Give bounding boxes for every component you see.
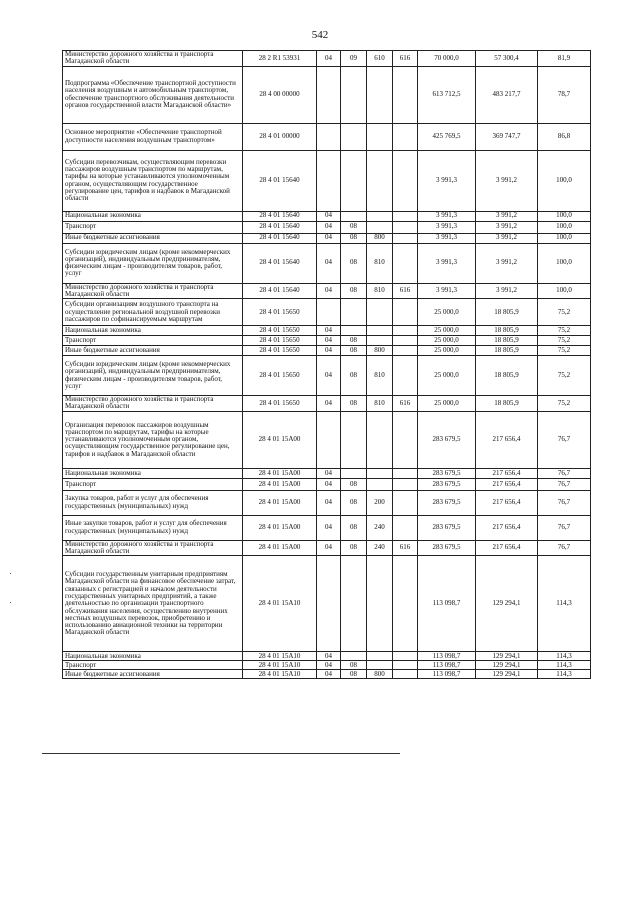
cell-name: Транспорт <box>63 661 243 670</box>
cell-pr: 09 <box>341 51 367 67</box>
cell-plan: 283 679,5 <box>418 515 476 540</box>
cell-gr <box>393 515 418 540</box>
cell-name: Субсидии юридическим лицам (кроме некоммерческих организаций), индивидуальным предпринимателям, физическим лицам - производителям товаров, работ, услуг <box>63 243 243 283</box>
cell-name: Субсидии государственным унитарным предприятиям Магаданской области на финансовое обеспечение затрат, связанных с регистрацией и началом деятельности государственных унитарных предприятий, а также деятельностью по организации транспортного обслуживания населения, осуществлению внутренних местных воздушных перевозок, приобретению и использованию авиационной техники на территории Магаданской области <box>63 556 243 652</box>
cell-name: Иные бюджетные ассигнования <box>63 346 243 356</box>
cell-csr: 28 4 01 15А10 <box>243 670 317 679</box>
cell-fact: 3 991,2 <box>476 243 538 283</box>
cell-rz: 04 <box>317 478 341 490</box>
cell-pct: 76,7 <box>538 515 591 540</box>
cell-pr: 08 <box>341 670 367 679</box>
cell-csr: 28 4 01 15640 <box>243 283 317 299</box>
cell-plan: 113 098,7 <box>418 670 476 679</box>
cell-gr <box>393 468 418 478</box>
margin-mark <box>10 602 11 603</box>
cell-csr: 28 4 01 15640 <box>243 211 317 221</box>
cell-plan: 25 000,0 <box>418 299 476 326</box>
cell-name: Субсидии юридическим лицам (кроме некоммерческих организаций), индивидуальным предпринимателям, физическим лицам - производителям товаров, работ, услуг <box>63 356 243 396</box>
cell-gr <box>393 66 418 123</box>
cell-vr <box>367 123 393 150</box>
cell-csr: 28 4 01 15640 <box>243 243 317 283</box>
cell-gr: 616 <box>393 396 418 412</box>
cell-plan: 3 991,3 <box>418 150 476 211</box>
table-row <box>63 66 591 123</box>
cell-gr <box>393 490 418 515</box>
cell-name: Иные бюджетные ассигнования <box>63 233 243 243</box>
cell-fact: 129 294,1 <box>476 661 538 670</box>
table-row <box>63 396 591 412</box>
cell-vr <box>367 556 393 652</box>
cell-rz <box>317 411 341 468</box>
table-row <box>63 468 591 478</box>
cell-fact: 217 656,4 <box>476 490 538 515</box>
cell-plan: 113 098,7 <box>418 556 476 652</box>
cell-pr: 08 <box>341 283 367 299</box>
cell-gr: 616 <box>393 283 418 299</box>
cell-pct: 75,2 <box>538 346 591 356</box>
cell-fact: 369 747,7 <box>476 123 538 150</box>
cell-csr: 28 4 01 15650 <box>243 346 317 356</box>
budget-table <box>62 50 591 679</box>
cell-rz <box>317 66 341 123</box>
cell-pr: 08 <box>341 490 367 515</box>
cell-fact: 129 294,1 <box>476 670 538 679</box>
cell-name: Транспорт <box>63 221 243 233</box>
cell-vr <box>367 652 393 661</box>
cell-pr <box>341 468 367 478</box>
cell-pct: 76,7 <box>538 490 591 515</box>
cell-pr: 08 <box>341 233 367 243</box>
cell-plan: 25 000,0 <box>418 356 476 396</box>
cell-vr <box>367 326 393 336</box>
cell-pr: 08 <box>341 221 367 233</box>
cell-csr: 28 4 01 15650 <box>243 356 317 396</box>
cell-pr <box>341 326 367 336</box>
cell-fact: 3 991,2 <box>476 283 538 299</box>
cell-pr: 08 <box>341 346 367 356</box>
cell-rz: 04 <box>317 221 341 233</box>
cell-vr: 810 <box>367 243 393 283</box>
cell-pct: 100,0 <box>538 243 591 283</box>
cell-name: Транспорт <box>63 336 243 346</box>
table-row <box>63 299 591 326</box>
cell-gr <box>393 123 418 150</box>
cell-csr: 28 4 01 15640 <box>243 150 317 211</box>
cell-vr: 810 <box>367 283 393 299</box>
cell-vr: 800 <box>367 346 393 356</box>
cell-name: Субсидии перевозчикам, осуществляющим перевозки пассажиров воздушным транспортом по маршрутам, тарифы на которые устанавливаются уполномоченным органом, осуществляющим государственное регулирование цен, тарифов и надбавок в Магаданской области <box>63 150 243 211</box>
table-row <box>63 540 591 556</box>
page-number: 542 <box>311 29 329 41</box>
cell-pct: 76,7 <box>538 411 591 468</box>
cell-plan: 25 000,0 <box>418 346 476 356</box>
cell-name: Организация перевозок пассажиров воздушным транспортом по маршрутам, тарифы на которые устанавливаются уполномоченным органом, осуществляющим государственное регулирование цен, тарифов и надбавок в Магаданской области <box>63 411 243 468</box>
cell-plan: 613 712,5 <box>418 66 476 123</box>
cell-rz: 04 <box>317 515 341 540</box>
cell-csr: 28 4 01 15640 <box>243 221 317 233</box>
table-row <box>63 283 591 299</box>
cell-plan: 425 769,5 <box>418 123 476 150</box>
cell-pr: 08 <box>341 661 367 670</box>
cell-vr <box>367 221 393 233</box>
cell-rz: 04 <box>317 243 341 283</box>
table-row <box>63 243 591 283</box>
cell-rz: 04 <box>317 283 341 299</box>
cell-fact: 483 217,7 <box>476 66 538 123</box>
cell-plan: 3 991,3 <box>418 233 476 243</box>
cell-vr: 610 <box>367 51 393 67</box>
cell-gr <box>393 233 418 243</box>
cell-rz: 04 <box>317 396 341 412</box>
cell-fact: 18 805,9 <box>476 356 538 396</box>
cell-fact: 57 300,4 <box>476 51 538 67</box>
cell-plan: 283 679,5 <box>418 540 476 556</box>
cell-gr: 616 <box>393 51 418 67</box>
table-row <box>63 51 591 67</box>
cell-gr <box>393 299 418 326</box>
cell-pct: 75,2 <box>538 299 591 326</box>
cell-csr: 28 4 01 15650 <box>243 299 317 326</box>
cell-rz: 04 <box>317 670 341 679</box>
cell-rz: 04 <box>317 652 341 661</box>
cell-pr: 08 <box>341 396 367 412</box>
cell-plan: 283 679,5 <box>418 468 476 478</box>
cell-vr: 240 <box>367 540 393 556</box>
table-row <box>63 346 591 356</box>
cell-plan: 3 991,3 <box>418 283 476 299</box>
cell-pct: 100,0 <box>538 221 591 233</box>
table-row <box>63 661 591 670</box>
cell-plan: 113 098,7 <box>418 652 476 661</box>
cell-rz: 04 <box>317 233 341 243</box>
cell-gr <box>393 411 418 468</box>
cell-name: Иные бюджетные ассигнования <box>63 670 243 679</box>
cell-pr <box>341 652 367 661</box>
cell-pr <box>341 299 367 326</box>
cell-plan: 3 991,3 <box>418 211 476 221</box>
cell-pct: 100,0 <box>538 150 591 211</box>
cell-gr <box>393 211 418 221</box>
cell-fact: 3 991,2 <box>476 150 538 211</box>
cell-csr: 28 4 01 15А00 <box>243 490 317 515</box>
cell-pct: 75,2 <box>538 336 591 346</box>
cell-rz <box>317 150 341 211</box>
cell-vr <box>367 478 393 490</box>
cell-rz: 04 <box>317 661 341 670</box>
cell-fact: 217 656,4 <box>476 468 538 478</box>
cell-csr: 28 4 00 00000 <box>243 66 317 123</box>
cell-plan: 113 098,7 <box>418 661 476 670</box>
cell-vr <box>367 66 393 123</box>
cell-pct: 114,3 <box>538 670 591 679</box>
cell-fact: 18 805,9 <box>476 326 538 336</box>
cell-fact: 217 656,4 <box>476 478 538 490</box>
margin-mark <box>10 573 11 574</box>
cell-pr: 08 <box>341 478 367 490</box>
cell-pr <box>341 556 367 652</box>
cell-pct: 81,9 <box>538 51 591 67</box>
cell-plan: 25 000,0 <box>418 336 476 346</box>
table-row <box>63 233 591 243</box>
cell-pct: 75,2 <box>538 396 591 412</box>
cell-name: Иные закупки товаров, работ и услуг для обеспечения государственных (муниципальных) нужд <box>63 515 243 540</box>
cell-rz: 04 <box>317 326 341 336</box>
cell-fact: 217 656,4 <box>476 515 538 540</box>
cell-vr <box>367 150 393 211</box>
table-row <box>63 411 591 468</box>
cell-csr: 28 4 01 15А10 <box>243 652 317 661</box>
table-row <box>63 652 591 661</box>
cell-pct: 114,3 <box>538 652 591 661</box>
cell-rz <box>317 299 341 326</box>
table-row <box>63 478 591 490</box>
cell-rz: 04 <box>317 356 341 396</box>
cell-csr: 28 4 01 15650 <box>243 336 317 346</box>
cell-pr <box>341 150 367 211</box>
table-row <box>63 515 591 540</box>
cell-vr <box>367 299 393 326</box>
cell-vr: 200 <box>367 490 393 515</box>
table-row <box>63 211 591 221</box>
cell-rz: 04 <box>317 468 341 478</box>
cell-rz <box>317 123 341 150</box>
cell-pct: 114,3 <box>538 556 591 652</box>
cell-csr: 28 2 R1 53931 <box>243 51 317 67</box>
cell-fact: 3 991,2 <box>476 211 538 221</box>
cell-pct: 100,0 <box>538 233 591 243</box>
cell-rz: 04 <box>317 211 341 221</box>
cell-pr <box>341 123 367 150</box>
cell-pct: 75,2 <box>538 356 591 396</box>
table-row <box>63 490 591 515</box>
cell-gr <box>393 221 418 233</box>
cell-vr <box>367 336 393 346</box>
table-row <box>63 150 591 211</box>
table-row <box>63 670 591 679</box>
cell-fact: 18 805,9 <box>476 336 538 346</box>
cell-csr: 28 4 01 15650 <box>243 326 317 336</box>
cell-name: Министерство дорожного хозяйства и транспорта Магаданской области <box>63 283 243 299</box>
cell-name: Основное мероприятие «Обеспечение транспортной доступности населения воздушным транспортом» <box>63 123 243 150</box>
cell-pr: 08 <box>341 540 367 556</box>
cell-csr: 28 4 01 15А00 <box>243 515 317 540</box>
cell-name: Национальная экономика <box>63 211 243 221</box>
cell-gr <box>393 478 418 490</box>
cell-csr: 28 4 01 15А00 <box>243 478 317 490</box>
cell-rz: 04 <box>317 490 341 515</box>
cell-gr <box>393 243 418 283</box>
cell-fact: 3 991,2 <box>476 221 538 233</box>
cell-rz: 04 <box>317 540 341 556</box>
cell-vr <box>367 661 393 670</box>
cell-vr <box>367 468 393 478</box>
cell-gr <box>393 556 418 652</box>
cell-plan: 3 991,3 <box>418 243 476 283</box>
cell-vr: 800 <box>367 233 393 243</box>
cell-name: Министерство дорожного хозяйства и транспорта Магаданской области <box>63 540 243 556</box>
cell-pct: 76,7 <box>538 478 591 490</box>
table-row <box>63 123 591 150</box>
cell-gr <box>393 356 418 396</box>
cell-gr <box>393 346 418 356</box>
cell-gr <box>393 670 418 679</box>
cell-gr <box>393 326 418 336</box>
cell-csr: 28 4 01 00000 <box>243 123 317 150</box>
cell-fact: 129 294,1 <box>476 652 538 661</box>
cell-pr <box>341 211 367 221</box>
cell-vr: 810 <box>367 396 393 412</box>
cell-plan: 70 000,0 <box>418 51 476 67</box>
cell-pct: 76,7 <box>538 468 591 478</box>
cell-rz <box>317 556 341 652</box>
footer-rule <box>42 753 400 754</box>
cell-csr: 28 4 01 15А10 <box>243 661 317 670</box>
cell-fact: 18 805,9 <box>476 346 538 356</box>
cell-plan: 25 000,0 <box>418 326 476 336</box>
cell-gr <box>393 150 418 211</box>
cell-name: Министерство дорожного хозяйства и транспорта Магаданской области <box>63 51 243 67</box>
cell-pr <box>341 66 367 123</box>
cell-pct: 100,0 <box>538 211 591 221</box>
cell-fact: 217 656,4 <box>476 411 538 468</box>
cell-csr: 28 4 01 15640 <box>243 233 317 243</box>
cell-pct: 75,2 <box>538 326 591 336</box>
cell-pr: 08 <box>341 356 367 396</box>
cell-gr: 616 <box>393 540 418 556</box>
cell-name: Национальная экономика <box>63 326 243 336</box>
cell-plan: 283 679,5 <box>418 490 476 515</box>
cell-plan: 3 991,3 <box>418 221 476 233</box>
cell-name: Министерство дорожного хозяйства и транспорта Магаданской области <box>63 396 243 412</box>
cell-fact: 18 805,9 <box>476 299 538 326</box>
cell-pct: 114,3 <box>538 661 591 670</box>
cell-name: Подпрограмма «Обеспечение транспортной доступности населения воздушным и автомобильным транспортом, обеспечение транспортного обслуживания деятельности органов государственной власти Магаданской области» <box>63 66 243 123</box>
cell-fact: 18 805,9 <box>476 396 538 412</box>
cell-name: Субсидии организациям воздушного транспорта на осуществление региональной воздушной перевозки пассажиров по софинансируемым маршрутам <box>63 299 243 326</box>
table-row <box>63 221 591 233</box>
cell-gr <box>393 652 418 661</box>
cell-rz: 04 <box>317 346 341 356</box>
cell-name: Закупка товаров, работ и услуг для обеспечения государственных (муниципальных) нужд <box>63 490 243 515</box>
cell-plan: 25 000,0 <box>418 396 476 412</box>
cell-fact: 129 294,1 <box>476 556 538 652</box>
cell-vr <box>367 211 393 221</box>
cell-fact: 3 991,2 <box>476 233 538 243</box>
cell-pct: 86,8 <box>538 123 591 150</box>
cell-csr: 28 4 01 15650 <box>243 396 317 412</box>
table-row <box>63 356 591 396</box>
cell-vr: 810 <box>367 356 393 396</box>
cell-csr: 28 4 01 15А10 <box>243 556 317 652</box>
cell-plan: 283 679,5 <box>418 411 476 468</box>
table-row <box>63 556 591 652</box>
cell-vr: 800 <box>367 670 393 679</box>
cell-name: Транспорт <box>63 478 243 490</box>
cell-pct: 76,7 <box>538 540 591 556</box>
cell-pct: 78,7 <box>538 66 591 123</box>
cell-gr <box>393 661 418 670</box>
cell-csr: 28 4 01 15А00 <box>243 411 317 468</box>
cell-rz: 04 <box>317 51 341 67</box>
cell-fact: 217 656,4 <box>476 540 538 556</box>
cell-rz: 04 <box>317 336 341 346</box>
cell-pr: 08 <box>341 336 367 346</box>
cell-plan: 283 679,5 <box>418 478 476 490</box>
cell-name: Национальная экономика <box>63 468 243 478</box>
cell-pr: 08 <box>341 243 367 283</box>
cell-csr: 28 4 01 15А00 <box>243 468 317 478</box>
cell-csr: 28 4 01 15А00 <box>243 540 317 556</box>
cell-name: Национальная экономика <box>63 652 243 661</box>
cell-pr <box>341 411 367 468</box>
table-row <box>63 326 591 336</box>
cell-pr: 08 <box>341 515 367 540</box>
cell-vr <box>367 411 393 468</box>
cell-gr <box>393 336 418 346</box>
table-row <box>63 336 591 346</box>
cell-vr: 240 <box>367 515 393 540</box>
cell-pct: 100,0 <box>538 283 591 299</box>
